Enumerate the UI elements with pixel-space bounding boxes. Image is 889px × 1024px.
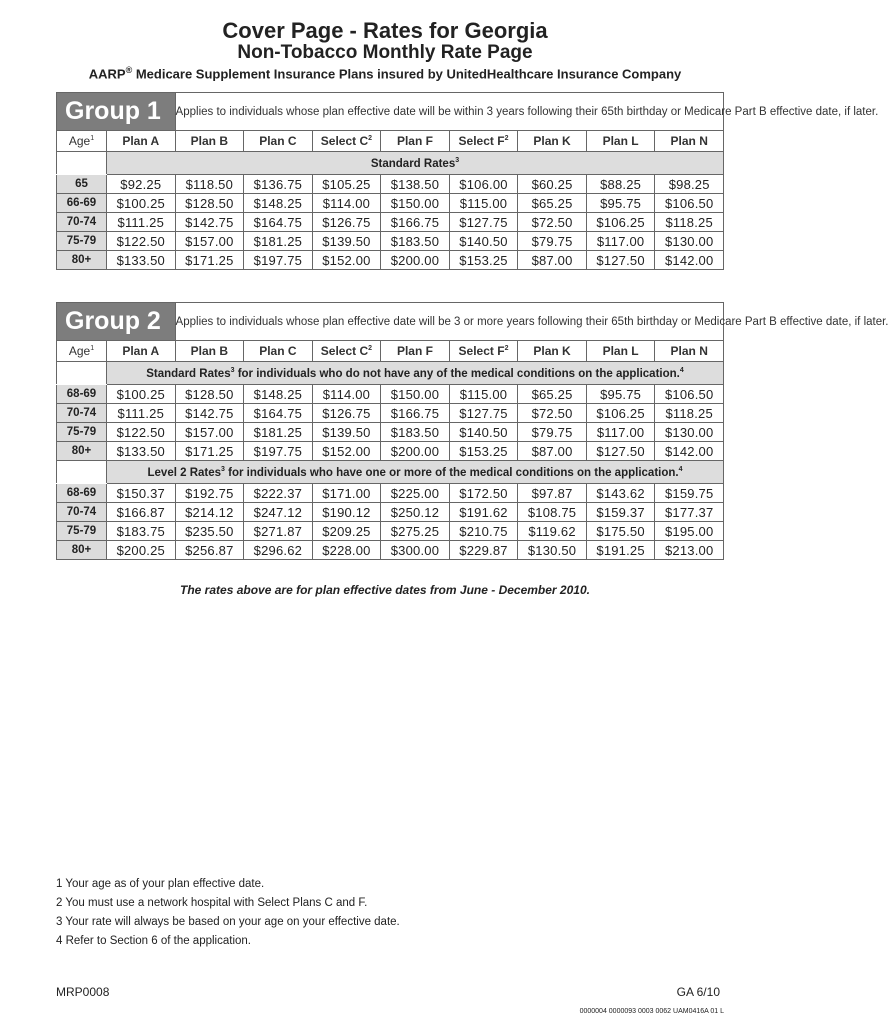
rate-cell: $106.25 xyxy=(586,213,655,232)
plan-column-header xyxy=(586,131,655,152)
registered-mark: ® xyxy=(125,65,133,75)
rate-cell: $183.50 xyxy=(381,423,450,442)
rate-cell: $130.00 xyxy=(655,423,724,442)
rate-cell: $139.50 xyxy=(312,423,381,442)
rate-cell: $97.87 xyxy=(518,484,587,503)
company-rest: Medicare Supplement Insurance Plans insured by UnitedHealthcare Insurance Company xyxy=(132,66,682,82)
page-subtitle: Non-Tobacco Monthly Rate Page xyxy=(237,42,533,63)
effective-dates-note: The rates above are for plan effective dates from June - December 2010. xyxy=(180,583,590,597)
rate-cell: $79.75 xyxy=(518,423,587,442)
rate-row xyxy=(57,232,724,251)
footnote-3-ref: 3 xyxy=(230,366,235,374)
rate-cell: $300.00 xyxy=(381,541,450,560)
plan-column-header xyxy=(381,131,450,152)
rate-cell: $157.00 xyxy=(175,423,244,442)
rate-cell: $164.75 xyxy=(244,213,313,232)
rate-cell: $100.25 xyxy=(107,194,176,213)
plan-column-header xyxy=(107,341,176,362)
rate-cell: $183.50 xyxy=(381,232,450,251)
age-cell: 66-69 xyxy=(57,194,107,213)
company-line xyxy=(0,65,770,81)
rate-cell: $122.50 xyxy=(107,232,176,251)
rate-cell: $171.00 xyxy=(312,484,381,503)
rate-cell: $157.00 xyxy=(175,232,244,251)
age-cell: 70-74 xyxy=(57,213,107,232)
age-cell: 80+ xyxy=(57,541,107,560)
rate-cell: $79.75 xyxy=(518,232,587,251)
rate-cell: $128.50 xyxy=(175,194,244,213)
rate-cell: $111.25 xyxy=(107,213,176,232)
group2-applies: Applies to individuals whose plan effective date will be 3 or more years following their 65th birthday or Medicare Part B effective date, if later. xyxy=(175,303,723,341)
footnote-1-ref: 1 xyxy=(90,135,95,142)
company-prefix: AARP xyxy=(88,66,126,82)
plan-column-header xyxy=(175,131,244,152)
rate-cell: $92.25 xyxy=(107,175,176,194)
rate-cell: $105.25 xyxy=(312,175,381,194)
rate-cell: $142.75 xyxy=(175,213,244,232)
rate-cell: $153.25 xyxy=(449,442,518,461)
rate-cell: $88.25 xyxy=(586,175,655,194)
rate-cell: $118.50 xyxy=(175,175,244,194)
rate-cell: $275.25 xyxy=(381,522,450,541)
plan-name: Select C xyxy=(320,134,369,148)
plan-name: Plan K xyxy=(533,344,571,358)
rate-cell: $98.25 xyxy=(655,175,724,194)
level2-rates-label: Level 2 Rates xyxy=(147,466,222,479)
rate-cell: $166.75 xyxy=(381,404,450,423)
footnote-3-ref: 3 xyxy=(221,465,225,473)
rate-cell: $172.50 xyxy=(449,484,518,503)
rate-cell: $256.87 xyxy=(175,541,244,560)
rate-cell: $65.25 xyxy=(518,385,587,404)
footnote-2-ref: 2 xyxy=(368,345,373,352)
standard-rates-desc: for individuals who do not have any of the medical conditions on the application. xyxy=(234,367,680,380)
rate-cell: $191.25 xyxy=(586,541,655,560)
rate-cell: $150.00 xyxy=(381,385,450,404)
plan-column-header xyxy=(518,131,587,152)
plan-column-header xyxy=(655,341,724,362)
rate-cell: $171.25 xyxy=(175,251,244,270)
rate-row xyxy=(57,484,724,503)
rate-cell: $128.50 xyxy=(175,385,244,404)
state-date-code: GA 6/10 xyxy=(676,985,720,999)
age-label: Age xyxy=(68,344,91,358)
rate-cell: $153.25 xyxy=(449,251,518,270)
rate-cell: $171.25 xyxy=(175,442,244,461)
age-cell: 80+ xyxy=(57,442,107,461)
rate-cell: $130.50 xyxy=(518,541,587,560)
age-label: Age xyxy=(68,134,91,148)
footnote-1: 1 Your age as of your plan effective date. xyxy=(56,878,265,890)
rate-cell: $159.75 xyxy=(655,484,724,503)
rate-cell: $213.00 xyxy=(655,541,724,560)
plan-name: Select C xyxy=(320,344,369,358)
document-id: 0000004 0000093 0003 0062 UAM0416A 01 L xyxy=(579,1008,724,1015)
rate-cell: $65.25 xyxy=(518,194,587,213)
plan-name: Plan N xyxy=(670,134,708,148)
rate-cell: $118.25 xyxy=(655,404,724,423)
rate-cell: $72.50 xyxy=(518,404,587,423)
plan-column-header xyxy=(175,341,244,362)
rate-cell: $106.25 xyxy=(586,404,655,423)
age-column-header xyxy=(57,131,107,152)
footnote-2-ref: 2 xyxy=(504,345,509,352)
rate-cell: $148.25 xyxy=(244,194,313,213)
rate-cell: $191.62 xyxy=(449,503,518,522)
rate-cell: $136.75 xyxy=(244,175,313,194)
plan-column-header xyxy=(449,341,518,362)
rate-cell: $142.00 xyxy=(655,251,724,270)
rate-cell: $200.00 xyxy=(381,442,450,461)
group2-label: Group 2 xyxy=(57,303,176,341)
rate-cell: $72.50 xyxy=(518,213,587,232)
plan-column-header xyxy=(107,131,176,152)
plan-name: Plan K xyxy=(533,134,571,148)
plan-column-header xyxy=(586,341,655,362)
rate-cell: $228.00 xyxy=(312,541,381,560)
blank-cell xyxy=(57,152,107,175)
level2-rates-desc: for individuals who have one or more of the medical conditions on the application. xyxy=(224,466,679,479)
rate-row xyxy=(57,251,724,270)
rate-row xyxy=(57,423,724,442)
rate-cell: $150.37 xyxy=(107,484,176,503)
rate-cell: $114.00 xyxy=(312,385,381,404)
footnote-2-ref: 2 xyxy=(368,135,373,142)
rate-cell: $190.12 xyxy=(312,503,381,522)
plan-name: Plan A xyxy=(122,344,160,358)
rate-cell: $87.00 xyxy=(518,442,587,461)
age-cell: 75-79 xyxy=(57,522,107,541)
age-cell: 68-69 xyxy=(57,484,107,503)
rate-cell: $166.75 xyxy=(381,213,450,232)
plan-column-header xyxy=(449,131,518,152)
plan-name: Plan C xyxy=(259,344,297,358)
rate-cell: $235.50 xyxy=(175,522,244,541)
rate-cell: $209.25 xyxy=(312,522,381,541)
plan-column-header xyxy=(244,131,313,152)
rate-row xyxy=(57,404,724,423)
group1-table xyxy=(56,92,879,270)
rate-cell: $271.87 xyxy=(244,522,313,541)
plan-name: Plan B xyxy=(190,134,228,148)
group1-applies: Applies to individuals whose plan effective date will be within 3 years following their 65th birthday or Medicare Part B effective date, if later. xyxy=(175,93,723,131)
age-cell: 70-74 xyxy=(57,404,107,423)
age-cell: 75-79 xyxy=(57,423,107,442)
rate-cell: $175.50 xyxy=(586,522,655,541)
age-column-header xyxy=(57,341,107,362)
plan-column-header xyxy=(381,341,450,362)
age-cell: 65 xyxy=(57,175,107,194)
rate-cell: $95.75 xyxy=(586,385,655,404)
rate-row xyxy=(57,213,724,232)
rate-cell: $117.00 xyxy=(586,232,655,251)
footnote-3: 3 Your rate will always be based on your age on your effective date. xyxy=(56,916,400,928)
rate-cell: $126.75 xyxy=(312,213,381,232)
rate-cell: $159.37 xyxy=(586,503,655,522)
rate-cell: $106.50 xyxy=(655,385,724,404)
age-cell: 70-74 xyxy=(57,503,107,522)
rate-cell: $127.50 xyxy=(586,251,655,270)
rate-cell: $118.25 xyxy=(655,213,724,232)
plan-name: Select F xyxy=(458,344,505,358)
rate-cell: $106.50 xyxy=(655,194,724,213)
rate-cell: $181.25 xyxy=(244,232,313,251)
rate-row xyxy=(57,175,724,194)
plan-name: Plan L xyxy=(602,344,639,358)
rate-row xyxy=(57,522,724,541)
page-title: Cover Page - Rates for Georgia xyxy=(222,18,548,43)
plan-name: Plan C xyxy=(259,134,297,148)
rate-cell: $250.12 xyxy=(381,503,450,522)
footnote-1-ref: 1 xyxy=(90,345,95,352)
group1-header-row xyxy=(57,131,724,152)
group1-section-label xyxy=(107,152,724,175)
group1-label: Group 1 xyxy=(57,93,176,131)
form-code: MRP0008 xyxy=(56,985,110,999)
rate-cell: $197.75 xyxy=(244,442,313,461)
group2-standard-section xyxy=(107,362,724,385)
rate-cell: $181.25 xyxy=(244,423,313,442)
plan-name: Select F xyxy=(458,134,505,148)
rate-cell: $108.75 xyxy=(518,503,587,522)
rate-cell: $122.50 xyxy=(107,423,176,442)
rate-cell: $192.75 xyxy=(175,484,244,503)
plan-name: Plan A xyxy=(122,134,160,148)
rate-cell: $197.75 xyxy=(244,251,313,270)
group2-level2-section xyxy=(107,461,724,484)
rate-cell: $200.00 xyxy=(381,251,450,270)
rate-cell: $214.12 xyxy=(175,503,244,522)
rate-cell: $138.50 xyxy=(381,175,450,194)
rate-cell: $150.00 xyxy=(381,194,450,213)
rate-cell: $139.50 xyxy=(312,232,381,251)
age-cell: 68-69 xyxy=(57,385,107,404)
rate-cell: $247.12 xyxy=(244,503,313,522)
rate-cell: $200.25 xyxy=(107,541,176,560)
footnote-4-ref: 4 xyxy=(679,366,684,374)
rate-cell: $142.00 xyxy=(655,442,724,461)
standard-rates-label: Standard Rates xyxy=(370,157,456,170)
rate-cell: $117.00 xyxy=(586,423,655,442)
rate-cell: $143.62 xyxy=(586,484,655,503)
footnote-4-ref: 4 xyxy=(678,465,683,473)
rate-cell: $140.50 xyxy=(449,423,518,442)
rate-row xyxy=(57,503,724,522)
rate-cell: $127.75 xyxy=(449,213,518,232)
rate-row xyxy=(57,385,724,404)
group2-table xyxy=(56,302,889,560)
rate-cell: $225.00 xyxy=(381,484,450,503)
rate-cell: $195.00 xyxy=(655,522,724,541)
rate-row xyxy=(57,541,724,560)
rate-cell: $126.75 xyxy=(312,404,381,423)
rate-cell: $166.87 xyxy=(107,503,176,522)
plan-name: Plan N xyxy=(670,344,708,358)
group2-header-row xyxy=(57,341,724,362)
rate-cell: $296.62 xyxy=(244,541,313,560)
plan-column-header xyxy=(312,131,381,152)
rate-cell: $152.00 xyxy=(312,251,381,270)
rate-cell: $127.75 xyxy=(449,404,518,423)
plan-column-header xyxy=(655,131,724,152)
age-cell: 80+ xyxy=(57,251,107,270)
blank-cell xyxy=(57,362,107,385)
rate-cell: $183.75 xyxy=(107,522,176,541)
rate-cell: $142.75 xyxy=(175,404,244,423)
plan-name: Plan F xyxy=(396,134,433,148)
rate-cell: $111.25 xyxy=(107,404,176,423)
rate-cell: $127.50 xyxy=(586,442,655,461)
plan-name: Plan L xyxy=(602,134,639,148)
rate-cell: $222.37 xyxy=(244,484,313,503)
rate-row xyxy=(57,194,724,213)
footnote-4: 4 Refer to Section 6 of the application. xyxy=(56,935,251,947)
plan-name: Plan B xyxy=(190,344,228,358)
rate-cell: $100.25 xyxy=(107,385,176,404)
rate-cell: $133.50 xyxy=(107,442,176,461)
footnote-3-ref: 3 xyxy=(455,156,460,164)
standard-rates-label: Standard Rates xyxy=(146,367,231,380)
rate-cell: $148.25 xyxy=(244,385,313,404)
age-cell: 75-79 xyxy=(57,232,107,251)
footnote-2-ref: 2 xyxy=(504,135,509,142)
rate-cell: $60.25 xyxy=(518,175,587,194)
plan-name: Plan F xyxy=(396,344,433,358)
blank-cell xyxy=(57,461,107,484)
footnote-2: 2 You must use a network hospital with Select Plans C and F. xyxy=(56,897,368,909)
rate-cell: $133.50 xyxy=(107,251,176,270)
rate-cell: $87.00 xyxy=(518,251,587,270)
rate-cell: $130.00 xyxy=(655,232,724,251)
plan-column-header xyxy=(518,341,587,362)
plan-column-header xyxy=(244,341,313,362)
rate-cell: $119.62 xyxy=(518,522,587,541)
rate-cell: $114.00 xyxy=(312,194,381,213)
rate-cell: $229.87 xyxy=(449,541,518,560)
rate-cell: $140.50 xyxy=(449,232,518,251)
rate-row xyxy=(57,442,724,461)
rate-cell: $95.75 xyxy=(586,194,655,213)
rate-cell: $177.37 xyxy=(655,503,724,522)
rate-cell: $210.75 xyxy=(449,522,518,541)
rate-cell: $164.75 xyxy=(244,404,313,423)
rate-cell: $115.00 xyxy=(449,194,518,213)
rate-cell: $152.00 xyxy=(312,442,381,461)
rate-cell: $115.00 xyxy=(449,385,518,404)
rate-cell: $106.00 xyxy=(449,175,518,194)
plan-column-header xyxy=(312,341,381,362)
